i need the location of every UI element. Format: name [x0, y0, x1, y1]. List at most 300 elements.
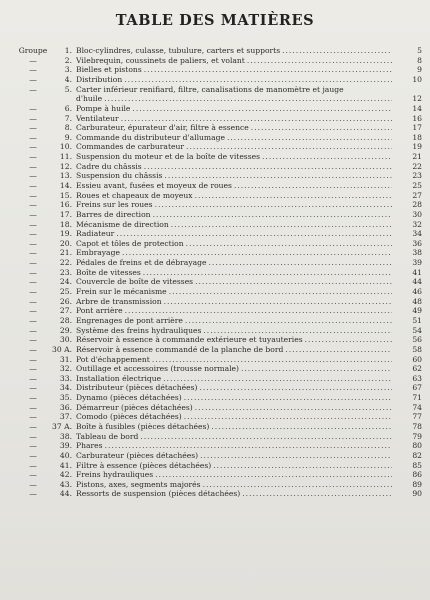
group-label: —	[29, 306, 37, 316]
group-label: —	[29, 354, 37, 364]
entry-number: 8.	[64, 123, 72, 133]
page-number: 28	[412, 200, 422, 210]
entry-number: 2.	[64, 55, 72, 65]
group-label: —	[29, 460, 37, 470]
dot-leader	[285, 345, 392, 355]
toc-entry	[0, 248, 430, 258]
entry-number: 5.	[64, 84, 72, 94]
entry-title-text: Commandes de carburateur	[76, 142, 185, 152]
page-number: 10	[412, 74, 422, 84]
group-label: —	[29, 209, 37, 219]
page-number: 34	[412, 229, 422, 239]
toc-entry	[0, 480, 430, 490]
group-label: —	[29, 200, 37, 210]
entry-number: 34.	[59, 383, 72, 393]
dot-leader	[124, 75, 392, 85]
dot-leader	[184, 393, 392, 403]
page-number: 85	[412, 460, 422, 470]
group-label: —	[29, 267, 37, 277]
group-label: —	[29, 103, 37, 113]
page-number: 86	[412, 470, 422, 480]
dot-leader	[132, 104, 392, 114]
entry-number: 36.	[59, 402, 72, 412]
entry-number: 20.	[59, 238, 72, 248]
entry-title	[76, 239, 392, 249]
group-label: —	[29, 161, 37, 171]
entry-title	[76, 123, 392, 133]
entry-number: 11.	[59, 152, 72, 162]
group-label: —	[29, 55, 37, 65]
entry-title-text: Outillage et accessoires (trousse normale)	[76, 364, 239, 374]
entry-title-text: Pompe à huile	[76, 103, 131, 113]
page-number: 77	[412, 412, 422, 422]
page-number: 19	[412, 142, 422, 152]
entry-title	[76, 441, 392, 451]
entry-number: 32.	[59, 364, 72, 374]
entry-number: 43.	[59, 479, 72, 489]
group-label: Groupe	[18, 46, 48, 55]
entry-number: 15.	[59, 190, 72, 200]
entry-number: 3.	[64, 65, 72, 75]
entry-number: 26.	[59, 296, 72, 306]
toc-entry	[0, 65, 430, 75]
toc-entry	[0, 306, 430, 316]
toc-entry	[0, 114, 430, 124]
entry-title-text: Pot d'échappement	[76, 354, 150, 364]
page-number: 89	[412, 479, 422, 489]
entry-title	[76, 335, 392, 345]
page-number: 25	[412, 180, 422, 190]
group-label: —	[29, 393, 37, 403]
group-label: —	[29, 479, 37, 489]
toc-entry	[0, 316, 430, 326]
entry-number: 19.	[59, 229, 72, 239]
entry-number: 37.	[59, 412, 72, 422]
group-label: —	[29, 123, 37, 133]
dot-leader	[122, 248, 392, 258]
toc-entry	[0, 268, 430, 278]
entry-title	[76, 489, 392, 499]
toc-entry	[0, 345, 430, 355]
entry-title-text: Pistons, axes, segments majorés	[76, 479, 201, 489]
entry-title	[76, 432, 392, 442]
entry-title	[76, 142, 392, 152]
toc-entry	[0, 335, 430, 345]
entry-title-text: Capot et tôles de protection	[76, 238, 184, 248]
entry-title	[76, 248, 392, 258]
entry-title	[76, 104, 392, 114]
toc-entry	[0, 287, 430, 297]
page-number: 16	[412, 113, 422, 123]
dot-leader	[143, 268, 392, 278]
group-label: —	[29, 315, 37, 325]
toc-entry	[0, 152, 430, 162]
entry-title	[76, 345, 392, 355]
entry-title-text: Boîte de vitesses	[76, 267, 141, 277]
group-label: —	[29, 412, 37, 422]
toc-entry	[0, 422, 430, 432]
group-label: —	[29, 344, 37, 354]
entry-title	[76, 306, 392, 316]
toc-entry	[0, 297, 430, 307]
dot-leader	[195, 403, 392, 413]
entry-number: 10.	[59, 142, 72, 152]
entry-title-text: Boîte à fusibles (pièces détachées)	[76, 422, 210, 431]
group-label: —	[29, 152, 37, 162]
toc-entry	[0, 162, 430, 172]
dot-leader	[209, 258, 393, 268]
dot-leader	[200, 451, 392, 461]
entry-title	[76, 297, 392, 307]
toc-entry	[0, 75, 430, 85]
toc-entry	[0, 56, 430, 66]
page-number: 22	[412, 161, 422, 171]
entry-number: 28.	[59, 315, 72, 325]
entry-title	[76, 85, 392, 104]
entry-title-text: Radiateur	[76, 229, 115, 239]
toc-entry	[0, 374, 430, 384]
page-number: 18	[412, 132, 422, 142]
entry-number: 18.	[59, 219, 72, 229]
page-number: 21	[412, 152, 422, 162]
dot-leader	[227, 133, 392, 143]
dot-leader	[213, 461, 392, 471]
entry-title-text: Freins hydrauliques	[76, 470, 154, 480]
dot-leader	[282, 46, 392, 56]
group-label: —	[29, 441, 37, 451]
dot-leader	[186, 239, 392, 249]
dot-leader	[241, 364, 392, 374]
group-label: —	[29, 113, 37, 123]
toc-entry	[0, 220, 430, 230]
dot-leader	[234, 181, 392, 191]
entry-title	[76, 277, 392, 287]
entry-title-text: Suspension du moteur et de la boîte de vitesses	[76, 152, 260, 162]
toc-entry	[0, 191, 430, 201]
dot-leader	[262, 152, 392, 162]
toc-entry	[0, 104, 430, 114]
entry-number: 40.	[59, 450, 72, 460]
entry-number: 38.	[59, 431, 72, 441]
entry-number: 14.	[59, 180, 72, 190]
toc-entry	[0, 383, 430, 393]
dot-leader	[185, 316, 392, 326]
entry-title-text: Freins sur les roues	[76, 200, 153, 210]
page-number: 78	[412, 422, 422, 431]
entry-title	[76, 326, 392, 336]
entry-title-text: Carburateur (pièces détachées)	[76, 450, 199, 460]
entry-title-text: Démarreur (pièces détachées)	[76, 402, 193, 412]
toc-entry	[0, 461, 430, 471]
dot-leader	[116, 229, 392, 239]
group-label: —	[29, 229, 37, 239]
toc-entry	[0, 277, 430, 287]
entry-number: 9.	[64, 132, 72, 142]
toc-entry	[0, 200, 430, 210]
page-number: 71	[412, 393, 422, 403]
entry-number: 35.	[59, 393, 72, 403]
group-label: —	[29, 190, 37, 200]
entry-title-text: Cadre du châssis	[76, 161, 142, 171]
page-number: 48	[412, 296, 422, 306]
dot-leader	[153, 210, 392, 220]
group-label: —	[29, 142, 37, 152]
entry-title-text: Ventilateur	[76, 113, 119, 123]
dot-leader	[169, 287, 392, 297]
entry-title-text: Mécanisme de direction	[76, 219, 169, 229]
page-number: 8	[417, 55, 422, 65]
page-number: 79	[412, 431, 422, 441]
toc-entry	[0, 181, 430, 191]
page-number: 38	[412, 248, 422, 258]
entry-title-text: Commande du distributeur d'allumage	[76, 132, 225, 142]
entry-title	[76, 56, 392, 66]
group-label: —	[29, 431, 37, 441]
dot-leader	[164, 297, 392, 307]
group-label: —	[29, 277, 37, 287]
toc-entry	[0, 441, 430, 451]
entry-number: 23.	[59, 267, 72, 277]
entry-title	[76, 229, 392, 239]
dot-leader	[104, 94, 392, 104]
page-number: 82	[412, 450, 422, 460]
page-number: 9	[417, 65, 422, 75]
dot-leader	[186, 142, 392, 152]
entry-number: 39.	[59, 441, 72, 451]
dot-leader	[144, 65, 392, 75]
entry-title	[76, 200, 392, 210]
page-number: 17	[412, 123, 422, 133]
entry-title-text: Pont arrière	[76, 306, 123, 316]
dot-leader	[203, 480, 392, 490]
entry-title	[76, 393, 392, 403]
entry-title	[76, 470, 392, 480]
entry-title	[76, 114, 392, 124]
entry-title	[76, 287, 392, 297]
entry-number: 16.	[59, 200, 72, 210]
dot-leader	[242, 489, 392, 499]
entry-title-text: Roues et chapeaux de moyeux	[76, 190, 193, 200]
entry-number: 22.	[59, 258, 72, 268]
entry-title	[76, 220, 392, 230]
entry-number: 33.	[59, 373, 72, 383]
page-number: 60	[412, 354, 422, 364]
toc-entry	[0, 46, 430, 56]
dot-leader	[155, 470, 392, 480]
dot-leader	[125, 306, 392, 316]
entry-title	[76, 355, 392, 365]
table-of-contents	[0, 46, 430, 499]
dot-leader	[163, 374, 392, 384]
entry-title-text: Essieu avant, fusées et moyeux de roues	[76, 180, 232, 190]
entry-title-text: Arbre de transmission	[76, 296, 162, 306]
entry-title-text: Phares	[76, 441, 103, 451]
page-number: 23	[412, 171, 422, 181]
page-number: 41	[412, 267, 422, 277]
entry-title-text: Réservoir à essence commandé de la planche de bord	[76, 344, 284, 354]
entry-number: 31.	[59, 354, 72, 364]
toc-entry	[0, 142, 430, 152]
page-number: 39	[412, 258, 422, 268]
toc-entry	[0, 489, 430, 499]
entry-title-text: Système des freins hydrauliques	[76, 325, 202, 335]
entry-title	[76, 412, 392, 422]
page-number: 54	[412, 325, 422, 335]
entry-title-text: Embrayage	[76, 248, 120, 258]
toc-entry	[0, 123, 430, 133]
page-number: 5	[417, 46, 422, 55]
entry-title	[76, 191, 392, 201]
entry-title	[76, 171, 392, 181]
toc-entry	[0, 229, 430, 239]
group-label: —	[29, 258, 37, 268]
group-label: —	[29, 364, 37, 374]
dot-leader	[195, 277, 392, 287]
group-label: —	[29, 383, 37, 393]
entry-title	[76, 268, 392, 278]
entry-title	[76, 403, 392, 413]
entry-number: 44.	[59, 489, 72, 499]
toc-entry	[0, 85, 430, 104]
dot-leader	[251, 123, 392, 133]
dot-leader	[140, 432, 392, 442]
group-label: —	[29, 422, 37, 431]
toc-entry	[0, 403, 430, 413]
entry-title-text: Bielles et pistons	[76, 65, 142, 75]
dot-leader	[211, 422, 392, 432]
entry-title-text: Distributeur (pièces détachées)	[76, 383, 198, 393]
dot-leader	[121, 114, 392, 124]
entry-title	[76, 316, 392, 326]
page-number: 51	[412, 315, 422, 325]
entry-number: 24.	[59, 277, 72, 287]
entry-number: 13.	[59, 171, 72, 181]
page-number: 46	[412, 287, 422, 297]
group-label: —	[29, 373, 37, 383]
group-label: —	[29, 180, 37, 190]
entry-title	[76, 152, 392, 162]
page-number: 32	[412, 219, 422, 229]
entry-number: 29.	[59, 325, 72, 335]
entry-title	[76, 133, 392, 143]
entry-title-text: Carburateur, épurateur d'air, filtre à essence	[76, 123, 249, 133]
entry-title	[76, 451, 392, 461]
group-label: —	[29, 65, 37, 75]
page-number: 14	[412, 103, 422, 113]
toc-entry	[0, 258, 430, 268]
dot-leader	[155, 200, 392, 210]
page-number: 80	[412, 441, 422, 451]
entry-title	[76, 75, 392, 85]
entry-title-text: Pédales de freins et de débrayage	[76, 258, 207, 268]
entry-title-text: Engrenages de pont arrière	[76, 315, 183, 325]
dot-leader	[184, 412, 392, 422]
dot-leader	[164, 171, 392, 181]
entry-number: 6.	[64, 103, 72, 113]
group-label: —	[29, 450, 37, 460]
entry-title-text: Comodo (pièces détachées)	[76, 412, 182, 422]
entry-number: 7.	[64, 113, 72, 123]
toc-entry	[0, 171, 430, 181]
dot-leader	[305, 335, 392, 345]
dot-leader	[171, 220, 392, 230]
toc-entry	[0, 412, 430, 422]
page-number: 62	[412, 364, 422, 374]
page-number: 27	[412, 190, 422, 200]
toc-entry	[0, 210, 430, 220]
group-label: —	[29, 287, 37, 297]
entry-title-text: Barres de direction	[76, 209, 151, 219]
entry-title-text: Carter inférieur renifiard, filtre, canalisations de manomètre et jauge	[76, 84, 344, 94]
dot-leader	[105, 441, 392, 451]
toc-entry	[0, 432, 430, 442]
entry-title-text: Dynamo (pièces détachées)	[76, 393, 182, 403]
dot-leader	[144, 162, 392, 172]
entry-title-text: Filtre à essence (pièces détachées)	[76, 460, 212, 470]
entry-title-text: Suspension du châssis	[76, 171, 163, 181]
toc-entry	[0, 470, 430, 480]
entry-number: 4.	[64, 74, 72, 84]
entry-title-text-line2: d'huile	[76, 94, 103, 104]
group-label: —	[29, 296, 37, 306]
group-label: —	[29, 470, 37, 480]
group-label: —	[29, 132, 37, 142]
entry-title	[76, 480, 392, 490]
entry-title	[76, 422, 392, 432]
group-label: —	[29, 171, 37, 181]
entry-title	[76, 364, 392, 374]
page-number: 56	[412, 335, 422, 345]
entry-title	[76, 258, 392, 268]
page-number: 44	[412, 277, 422, 287]
page-number: 12	[412, 94, 422, 104]
entry-title-text: Ressorts de suspension (pièces détachées)	[76, 489, 241, 499]
entry-title	[76, 374, 392, 384]
entry-title	[76, 65, 392, 75]
dot-leader	[203, 326, 392, 336]
page-number: 49	[412, 306, 422, 316]
entry-number: 30 A.	[52, 344, 72, 354]
entry-number: 25.	[59, 287, 72, 297]
group-label: —	[29, 335, 37, 345]
dot-leader	[200, 383, 393, 393]
entry-number: 42.	[59, 470, 72, 480]
toc-entry	[0, 451, 430, 461]
entry-title	[76, 210, 392, 220]
entry-title-text: Vilebrequin, coussinets de paliers, et volant	[76, 55, 245, 65]
entry-number: 17.	[59, 209, 72, 219]
entry-title-text: Tableau de bord	[76, 431, 139, 441]
page-number: 58	[412, 344, 422, 354]
entry-title	[76, 461, 392, 471]
entry-number: 12.	[59, 161, 72, 171]
group-label: —	[29, 402, 37, 412]
entry-number: 41.	[59, 460, 72, 470]
page-number: 74	[412, 402, 422, 412]
entry-number: 1.	[64, 46, 72, 55]
page-number: 63	[412, 373, 422, 383]
group-label: —	[29, 219, 37, 229]
page-number: 30	[412, 209, 422, 219]
group-label: —	[29, 74, 37, 84]
entry-title	[76, 46, 392, 56]
entry-title-text: Frein sur le mécanisme	[76, 287, 167, 297]
entry-title-text: Installation électrique	[76, 373, 162, 383]
entry-title-text: Distribution	[76, 74, 123, 84]
entry-number: 30.	[59, 335, 72, 345]
entry-title	[76, 181, 392, 191]
group-label: —	[29, 238, 37, 248]
